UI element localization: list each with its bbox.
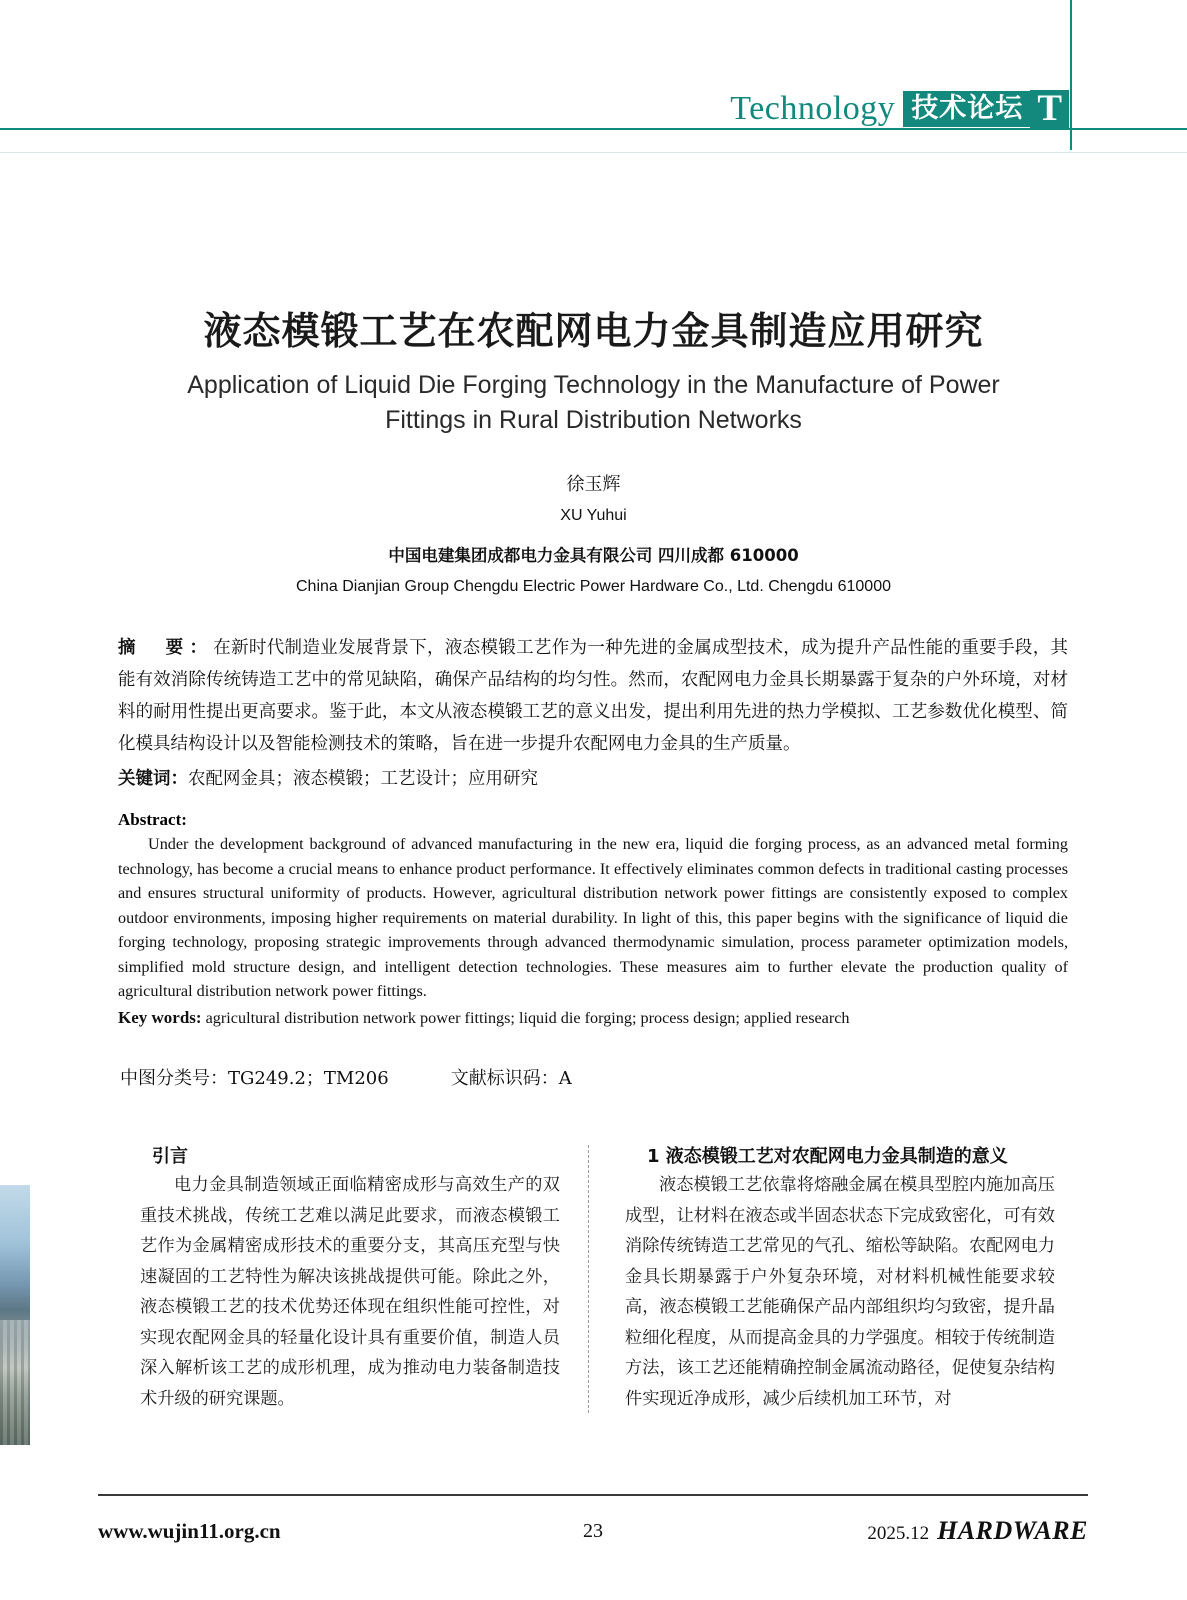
paragraph-introduction: 电力金具制造领域正面临精密成形与高效生产的双重技术挑战，传统工艺难以满足此要求，而液态模锻工艺作为金属精密成形技术的重要分支，其高压充型与快速凝固的工艺特性为解决该挑战提供可能。除此之外，液态模锻工艺的技术优势还体现在组织性能可控性，对实现农配网金具的轻量化设计具有重要价值，制造人员深入解析该工艺的成形机理，成为推动电力装备制造技术升级的研究课题。 xyxy=(140,1175,560,1409)
footer-page-number: 23 xyxy=(583,1519,603,1542)
author-name-chinese: 徐玉辉 xyxy=(566,474,621,495)
header-rule-thin xyxy=(0,152,1187,153)
footer-rule xyxy=(98,1494,1088,1496)
classification-line xyxy=(120,1064,1070,1090)
header-rule-right xyxy=(1077,128,1187,130)
article-title-english-line2: Fittings in Rural Distribution Networks xyxy=(385,406,802,434)
article-title-english-line1: Application of Liquid Die Forging Technology in the Manufacture of Power xyxy=(187,371,1000,399)
author-name-english: XU Yuhui xyxy=(560,507,627,524)
affiliation-chinese: 中国电建集团成都电力金具有限公司 四川成都 610000 xyxy=(388,546,799,565)
keywords-chinese-text: 农配网金具；液态模锻；工艺设计；应用研究 xyxy=(188,769,538,789)
brand-chinese-label: 技术论坛 xyxy=(903,91,1031,127)
abstract-chinese-label: 摘 要： xyxy=(118,638,214,658)
footer-issue-date: 2025.12 xyxy=(867,1523,930,1544)
column-divider xyxy=(588,1145,589,1413)
abstract-english-text: Under the development background of advanced manufacturing in the new era, liquid die forging process, as an advanced metal forming technology, has become a crucial means to enhance product performance. It effectively eliminates common defects in traditional casting processes and ensures structural uniformity of products. However, agricultural distribution network power fittings are consistently exposed to complex outdoor environments, imposing higher requirements on material durability. In light of this, this paper begins with the significance of liquid die forging technology, proposing strategic improvements through advanced thermodynamic simulation, process parameter optimization models, simplified mold structure design, and intelligent detection technologies. These measures aim to further elevate the production quality of agricultural distribution network power fittings. xyxy=(118,835,1068,1000)
abstract-chinese xyxy=(118,632,1068,760)
article-title-english xyxy=(140,368,1047,438)
footer-website-url[interactable]: www.wujin11.org.cn xyxy=(98,1518,281,1543)
page-footer xyxy=(98,1508,1088,1554)
keywords-english-label: Key words: xyxy=(118,1007,202,1027)
body-column-left xyxy=(140,1142,560,1414)
brand-english-label: Technology xyxy=(730,90,896,127)
footer-magazine-name: HARDWARE xyxy=(937,1516,1088,1545)
affiliation-english: China Dianjian Group Chengdu Electric Power Hardware Co., Ltd. Chengdu 610000 xyxy=(295,578,891,595)
document-code-label: 文献标识码： xyxy=(450,1068,559,1089)
decorative-photo-strip xyxy=(0,1185,30,1445)
abstract-english-label: Abstract: xyxy=(118,810,187,829)
section-brand xyxy=(730,86,1069,132)
abstract-chinese-text: 在新时代制造业发展背景下，液态模锻工艺作为一种先进的金属成型技术，成为提升产品性能的重要手段，其能有效消除传统铸造工艺中的常见缺陷，确保产品结构的均匀性。然而，农配网电力金具长期暴露于复杂的户外环境，对材料的耐用性提出更高要求。鉴于此，本文从液态模锻工艺的意义出发，提出利用先进的热力学模拟、工艺参数优化模型、简化模具结构设计以及智能检测技术的策略，旨在进一步提升农配网电力金具的生产质量。 xyxy=(118,638,1069,754)
article-title-chinese: 液态模锻工艺在农配网电力金具制造应用研究 xyxy=(203,309,984,353)
document-code-value: A xyxy=(558,1068,572,1089)
keywords-chinese xyxy=(118,764,1068,794)
body-column-right xyxy=(625,1142,1055,1414)
keywords-english xyxy=(118,1006,1068,1030)
paragraph-section-1: 液态模锻工艺依靠将熔融金属在模具型腔内施加高压成型，让材料在液态或半固态状态下完成致密化，可有效消除传统铸造工艺常见的气孔、缩松等缺陷。农配网电力金具长期暴露于户外复杂环境，对材料机械性能要求较高，液态模锻工艺能确保产品内部组织均匀致密，提升晶粒细化程度，从而提高金具的力学强度。相较于传统制造方法，该工艺还能精确控制金属流动路径，促使复杂结构件实现近净成形，减少后续机加工环节，对 xyxy=(625,1175,1055,1409)
keywords-english-text: agricultural distribution network power fittings; liquid die forging; process design; applied research xyxy=(205,1008,850,1027)
abstract-block xyxy=(118,632,1068,1030)
heading-introduction: 引言 xyxy=(152,1146,188,1167)
brand-letter-badge: T xyxy=(1030,90,1069,129)
clc-label: 中图分类号： xyxy=(120,1068,228,1089)
heading-section-1: 1 液态模锻工艺对农配网电力金具制造的意义 xyxy=(647,1146,1008,1167)
clc-value: TG249.2；TM206 xyxy=(228,1068,389,1089)
keywords-chinese-label: 关键词： xyxy=(118,769,188,789)
